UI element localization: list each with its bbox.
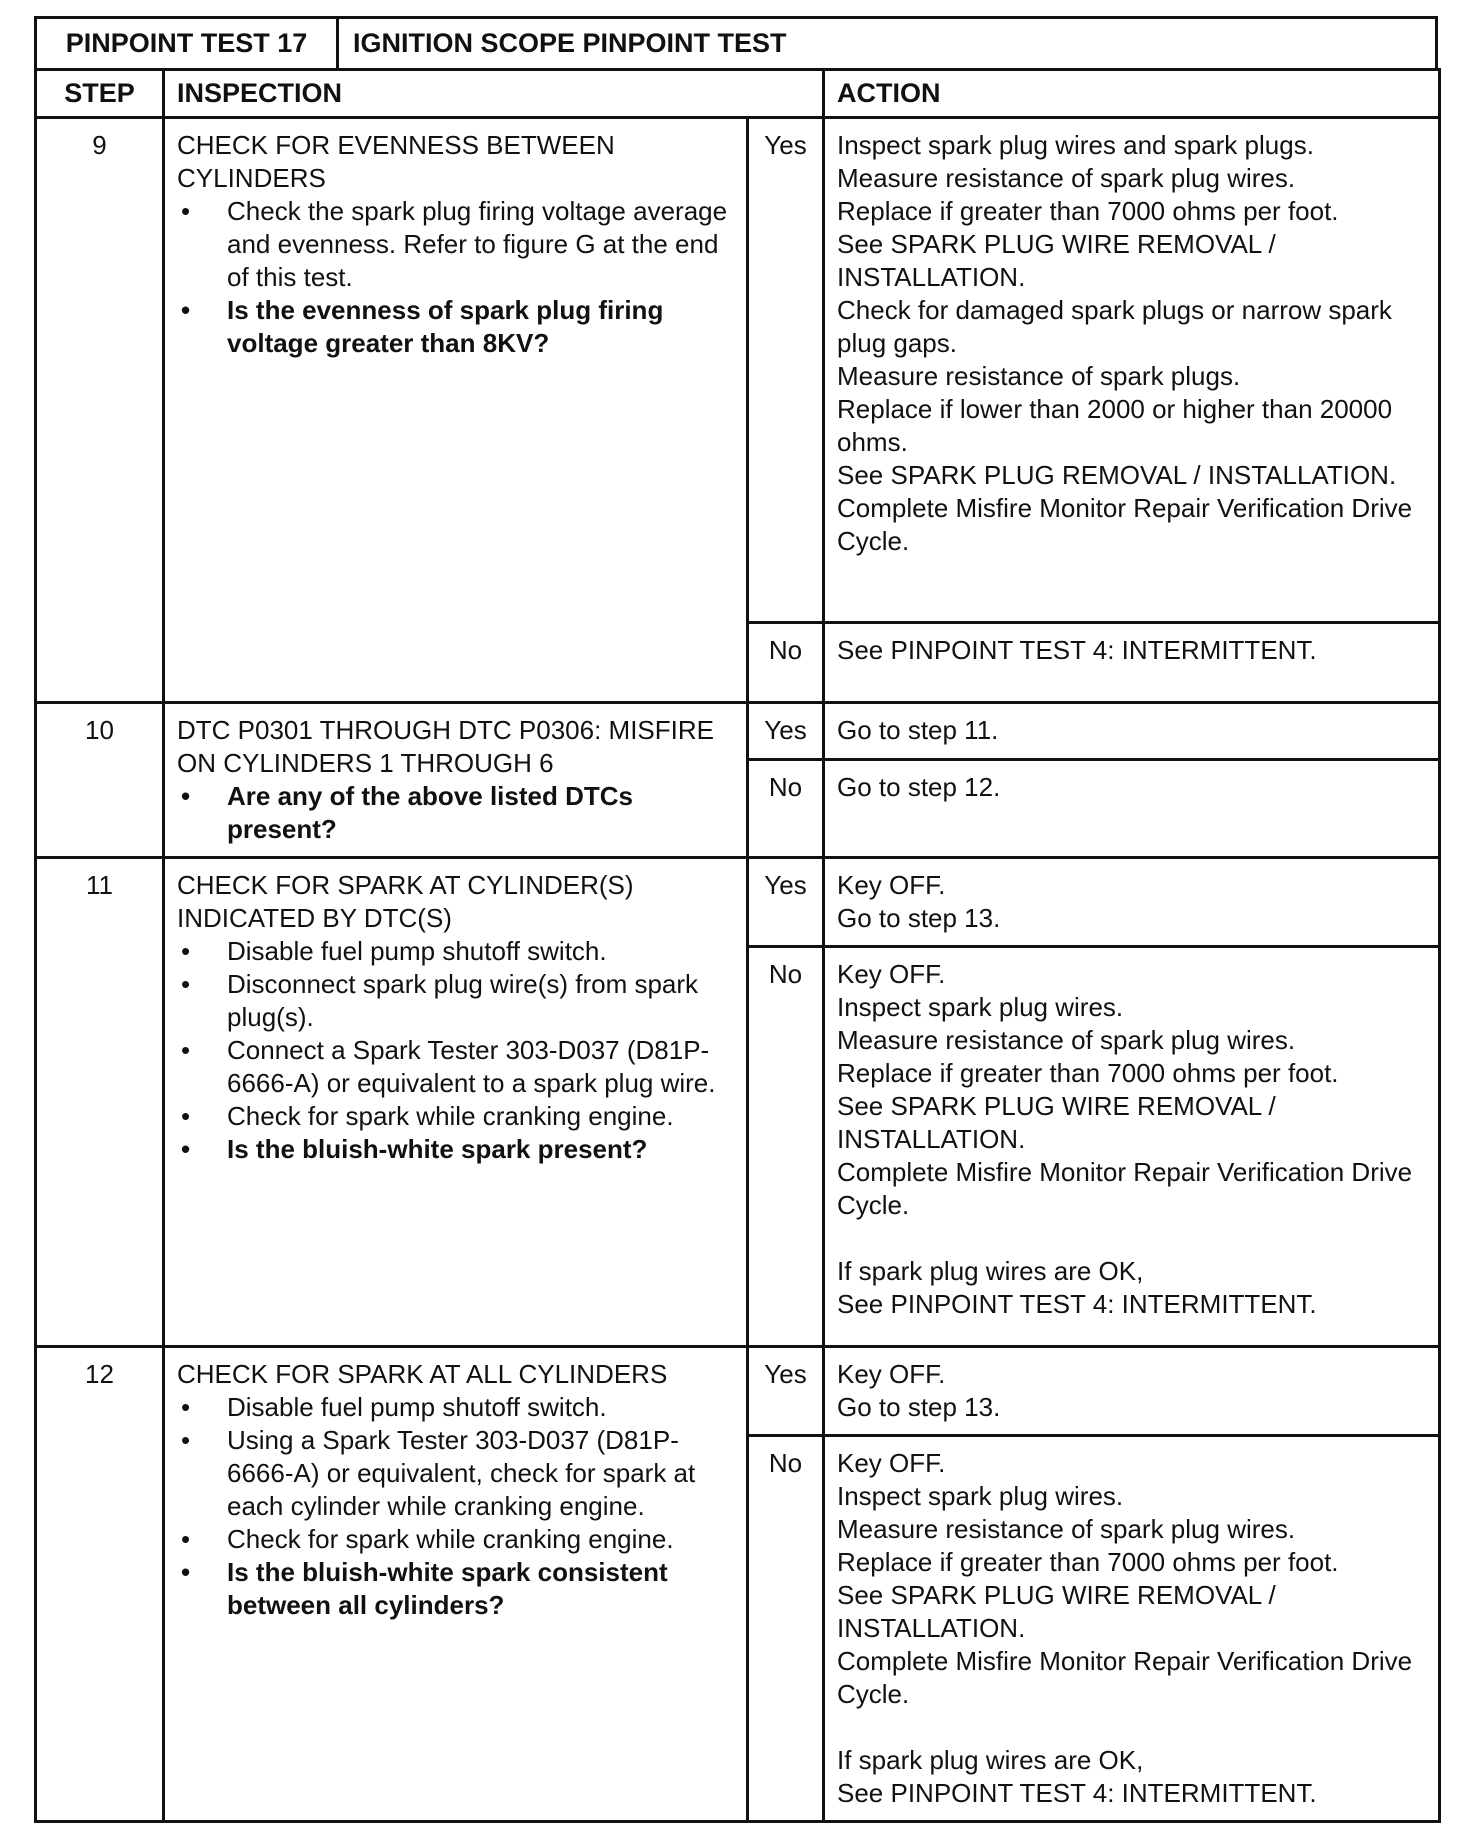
step-row-yes (36, 118, 1440, 623)
action-line: See PINPOINT TEST 4: INTERMITTENT. (837, 1289, 1317, 1319)
no-action (824, 947, 1440, 1347)
no-label: No (748, 1436, 824, 1822)
step-number: 11 (36, 858, 164, 1347)
action-line: Replace if greater than 7000 ohms per foot. (837, 1547, 1339, 1577)
yes-label: Yes (748, 118, 824, 623)
yes-label: Yes (748, 703, 824, 760)
inspection-cell (164, 703, 748, 858)
column-header-row (36, 70, 1440, 118)
action-line: Key OFF. (837, 1359, 946, 1389)
action-line (837, 1711, 1428, 1744)
yes-action (824, 1347, 1440, 1436)
inspection-heading: CHECK FOR SPARK AT CYLINDER(S) INDICATED BY DTC(S) (177, 870, 634, 933)
inspection-question: • Is the bluish-white spark consistent between all cylinders? (177, 1556, 732, 1622)
action-line: Inspect spark plug wires. (837, 992, 1124, 1022)
action-line: If spark plug wires are OK, (837, 1256, 1144, 1286)
step-number: 12 (36, 1347, 164, 1822)
yes-label: Yes (748, 1347, 824, 1436)
inspection-cell (164, 858, 748, 1347)
action-line: See SPARK PLUG WIRE REMOVAL / INSTALLATION. (837, 229, 1276, 292)
inspection-question: • Is the bluish-white spark present? (177, 1133, 732, 1166)
action-line: Measure resistance of spark plug wires. (837, 1514, 1296, 1544)
inspection-heading: DTC P0301 THROUGH DTC P0306: MISFIRE ON CYLINDERS 1 THROUGH 6 (177, 715, 714, 778)
action-line: See SPARK PLUG REMOVAL / INSTALLATION. (837, 460, 1397, 490)
pinpoint-test-sheet (34, 16, 1438, 1823)
yes-label: Yes (748, 858, 824, 947)
action-line (837, 1222, 1428, 1255)
action-line: Replace if greater than 7000 ohms per foot. (837, 1058, 1339, 1088)
step-row-yes (36, 703, 1440, 760)
action-line: See PINPOINT TEST 4: INTERMITTENT. (837, 635, 1317, 665)
inspection-cell (164, 1347, 748, 1822)
action-line: Measure resistance of spark plug wires. (837, 1025, 1296, 1055)
column-header-step: STEP (36, 70, 164, 118)
test-id: PINPOINT TEST 17 (37, 19, 339, 68)
action-line: Measure resistance of spark plugs. (837, 361, 1241, 391)
inspection-question: • Is the evenness of spark plug firing voltage greater than 8KV? (177, 294, 732, 360)
inspection-heading: CHECK FOR SPARK AT ALL CYLINDERS (177, 1359, 668, 1389)
inspection-bullet: • Disable fuel pump shutoff switch. (177, 1391, 732, 1424)
no-action (824, 760, 1440, 858)
column-header-inspection: INSPECTION (164, 70, 824, 118)
no-action (824, 1436, 1440, 1822)
action-line: See SPARK PLUG WIRE REMOVAL / INSTALLATION. (837, 1580, 1276, 1643)
action-line: Key OFF. (837, 1448, 946, 1478)
step-row-yes (36, 1347, 1440, 1436)
no-label: No (748, 760, 824, 858)
action-line: Go to step 13. (837, 903, 1001, 933)
step-row-yes (36, 858, 1440, 947)
pinpoint-table (34, 68, 1441, 1823)
action-line: Complete Misfire Monitor Repair Verification Drive Cycle. (837, 493, 1413, 556)
action-line: Go to step 11. (837, 715, 999, 745)
inspection-heading: CHECK FOR EVENNESS BETWEEN CYLINDERS (177, 130, 615, 193)
yes-action (824, 118, 1440, 623)
inspection-bullet: • Check the spark plug firing voltage average and evenness. Refer to figure G at the end of this test. (177, 195, 732, 294)
inspection-bullets (177, 935, 732, 1166)
action-line: See SPARK PLUG WIRE REMOVAL / INSTALLATION. (837, 1091, 1276, 1154)
no-label: No (748, 947, 824, 1347)
inspection-bullets (177, 1391, 732, 1622)
inspection-bullet: • Check for spark while cranking engine. (177, 1100, 732, 1133)
inspection-question: • Are any of the above listed DTCs present? (177, 780, 732, 846)
action-line: Go to step 13. (837, 1392, 1001, 1422)
no-action (824, 623, 1440, 703)
action-line: Complete Misfire Monitor Repair Verification Drive Cycle. (837, 1157, 1413, 1220)
action-line: Inspect spark plug wires and spark plugs. (837, 130, 1314, 160)
action-line: Complete Misfire Monitor Repair Verification Drive Cycle. (837, 1646, 1413, 1709)
action-line: Inspect spark plug wires. (837, 1481, 1124, 1511)
action-line: See PINPOINT TEST 4: INTERMITTENT. (837, 1778, 1317, 1808)
inspection-bullets (177, 195, 732, 360)
inspection-bullet: • Disconnect spark plug wire(s) from spark plug(s). (177, 968, 732, 1034)
column-header-action: ACTION (824, 70, 1440, 118)
title-bar (34, 16, 1438, 68)
action-line: Check for damaged spark plugs or narrow spark plug gaps. (837, 295, 1392, 358)
action-line: Replace if lower than 2000 or higher than 20000 ohms. (837, 394, 1393, 457)
inspection-cell (164, 118, 748, 703)
inspection-bullet: • Connect a Spark Tester 303-D037 (D81P-6666-A) or equivalent to a spark plug wire. (177, 1034, 732, 1100)
action-line: If spark plug wires are OK, (837, 1745, 1144, 1775)
no-label: No (748, 623, 824, 703)
action-line: Replace if greater than 7000 ohms per foot. (837, 196, 1339, 226)
yes-action (824, 703, 1440, 760)
action-line: Go to step 12. (837, 772, 1001, 803)
action-line: Key OFF. (837, 959, 946, 989)
action-line: Measure resistance of spark plug wires. (837, 163, 1296, 193)
inspection-bullets (177, 780, 732, 846)
inspection-bullet: • Using a Spark Tester 303-D037 (D81P-6666-A) or equivalent, check for spark at each cylinder while cranking engine. (177, 1424, 732, 1523)
inspection-bullet: • Disable fuel pump shutoff switch. (177, 935, 732, 968)
step-number: 9 (36, 118, 164, 703)
step-number: 10 (36, 703, 164, 858)
action-line: Key OFF. (837, 870, 946, 900)
test-title: IGNITION SCOPE PINPOINT TEST (353, 28, 787, 58)
yes-action (824, 858, 1440, 947)
inspection-bullet: • Check for spark while cranking engine. (177, 1523, 732, 1556)
